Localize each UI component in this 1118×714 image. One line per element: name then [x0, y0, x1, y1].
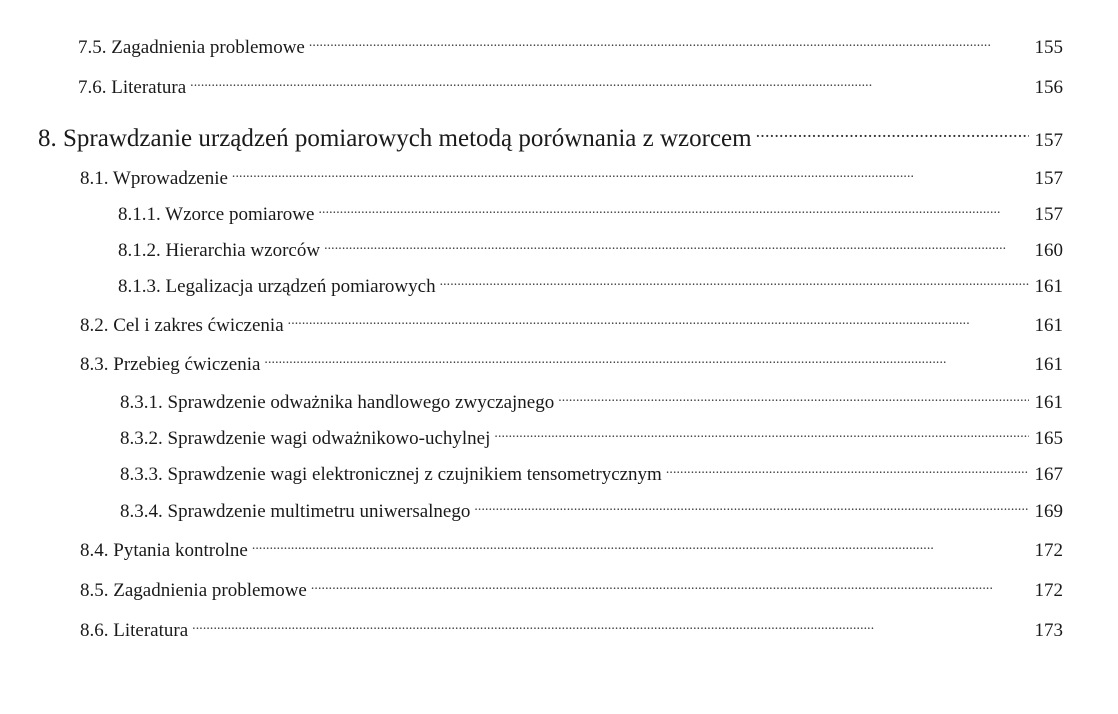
toc-leader-dots: [311, 575, 1029, 596]
toc-entry-title: 8.3.1. Sprawdzenie odważnika handlowego zwyczajnego: [120, 391, 555, 413]
toc-entry-8-3-2: [120, 423, 1063, 450]
toc-entry-8-3-3: [120, 459, 1063, 486]
toc-leader-dots: [318, 199, 1028, 220]
toc-entry-title: 8.6. Literatura: [80, 619, 189, 641]
toc-page-number: 172: [1034, 539, 1063, 561]
toc-entry-8-1-3: [118, 271, 1063, 298]
toc-page-number: 161: [1034, 314, 1063, 336]
toc-page-number: 156: [1034, 76, 1063, 98]
toc-entry-title: 8.4. Pytania kontrolne: [80, 539, 248, 561]
toc-leader-dots: [309, 32, 1029, 53]
toc-leader-dots: [190, 72, 1028, 93]
toc-leader-dots: [494, 423, 1028, 444]
toc-entry-8-6: [80, 615, 1063, 642]
toc-entry-title: 8.3.4. Sprawdzenie multimetru uniwersalnego: [120, 500, 471, 522]
toc-entry-title: 8.5. Zagadnienia problemowe: [80, 579, 307, 601]
toc-page-number: 161: [1034, 275, 1063, 297]
toc-leader-dots: [192, 615, 1028, 636]
toc-leader-dots: [666, 459, 1029, 480]
toc-entry-8-1-2: [118, 235, 1063, 262]
toc-entry-title: 7.6. Literatura: [78, 76, 187, 98]
toc-entry-7-6: [78, 72, 1063, 99]
toc-page-number: 172: [1034, 579, 1063, 601]
toc-page-number: 160: [1034, 239, 1063, 261]
toc-chapter-8: [38, 118, 1063, 153]
toc-page-number: 167: [1034, 463, 1063, 485]
toc-entry-title: 7.5. Zagadnienia problemowe: [78, 36, 305, 58]
toc-leader-dots: [756, 118, 1029, 146]
toc-entry-8-3-4: [120, 496, 1063, 523]
toc-page-number: 165: [1034, 427, 1063, 449]
toc-page-number: 157: [1034, 203, 1063, 225]
toc-entry-title: 8.2. Cel i zakres ćwiczenia: [80, 314, 284, 336]
toc-entry-title: 8.1.1. Wzorce pomiarowe: [118, 203, 315, 225]
toc-page-number: 173: [1034, 619, 1063, 641]
toc-entry-title: 8.3.3. Sprawdzenie wagi elektronicznej z czujnikiem tensometrycznym: [120, 463, 662, 485]
toc-leader-dots: [252, 535, 1029, 556]
toc-page-number: 169: [1034, 500, 1063, 522]
toc-entry-8-2: [80, 310, 1063, 337]
toc-leader-dots: [264, 349, 1028, 370]
toc-entry-8-4: [80, 535, 1063, 562]
toc-leader-dots: [232, 163, 1029, 184]
toc-page-number: 161: [1034, 353, 1063, 375]
toc-page-number: 161: [1034, 391, 1063, 413]
toc-entry-title: 8.1. Wprowadzenie: [80, 167, 228, 189]
toc-entry-8-3: [80, 349, 1063, 376]
toc-leader-dots: [324, 235, 1028, 256]
toc-entry-title: 8.3. Przebieg ćwiczenia: [80, 353, 261, 375]
toc-entry-8-3-1: [120, 387, 1063, 414]
toc-entry-title: 8.3.2. Sprawdzenie wagi odważnikowo-uchylnej: [120, 427, 491, 449]
toc-leader-dots: [440, 271, 1029, 292]
toc-entry-title: 8.1.3. Legalizacja urządzeń pomiarowych: [118, 275, 436, 297]
toc-entry-8-1-1: [118, 199, 1063, 226]
toc-leader-dots: [288, 310, 1029, 331]
toc-entry-8-5: [80, 575, 1063, 602]
toc-leader-dots: [474, 496, 1028, 517]
toc-entry-title: 8.1.2. Hierarchia wzorców: [118, 239, 321, 261]
toc-entry-8-1: [80, 163, 1063, 190]
toc-entry-title: 8. Sprawdzanie urządzeń pomiarowych metodą porównania z wzorcem: [38, 124, 752, 152]
toc-entry-7-5: [78, 32, 1063, 59]
toc-leader-dots: [558, 387, 1028, 408]
toc-page-number: 157: [1034, 167, 1063, 189]
toc-page-number: 155: [1034, 36, 1063, 58]
toc-page-number: 157: [1034, 129, 1063, 151]
